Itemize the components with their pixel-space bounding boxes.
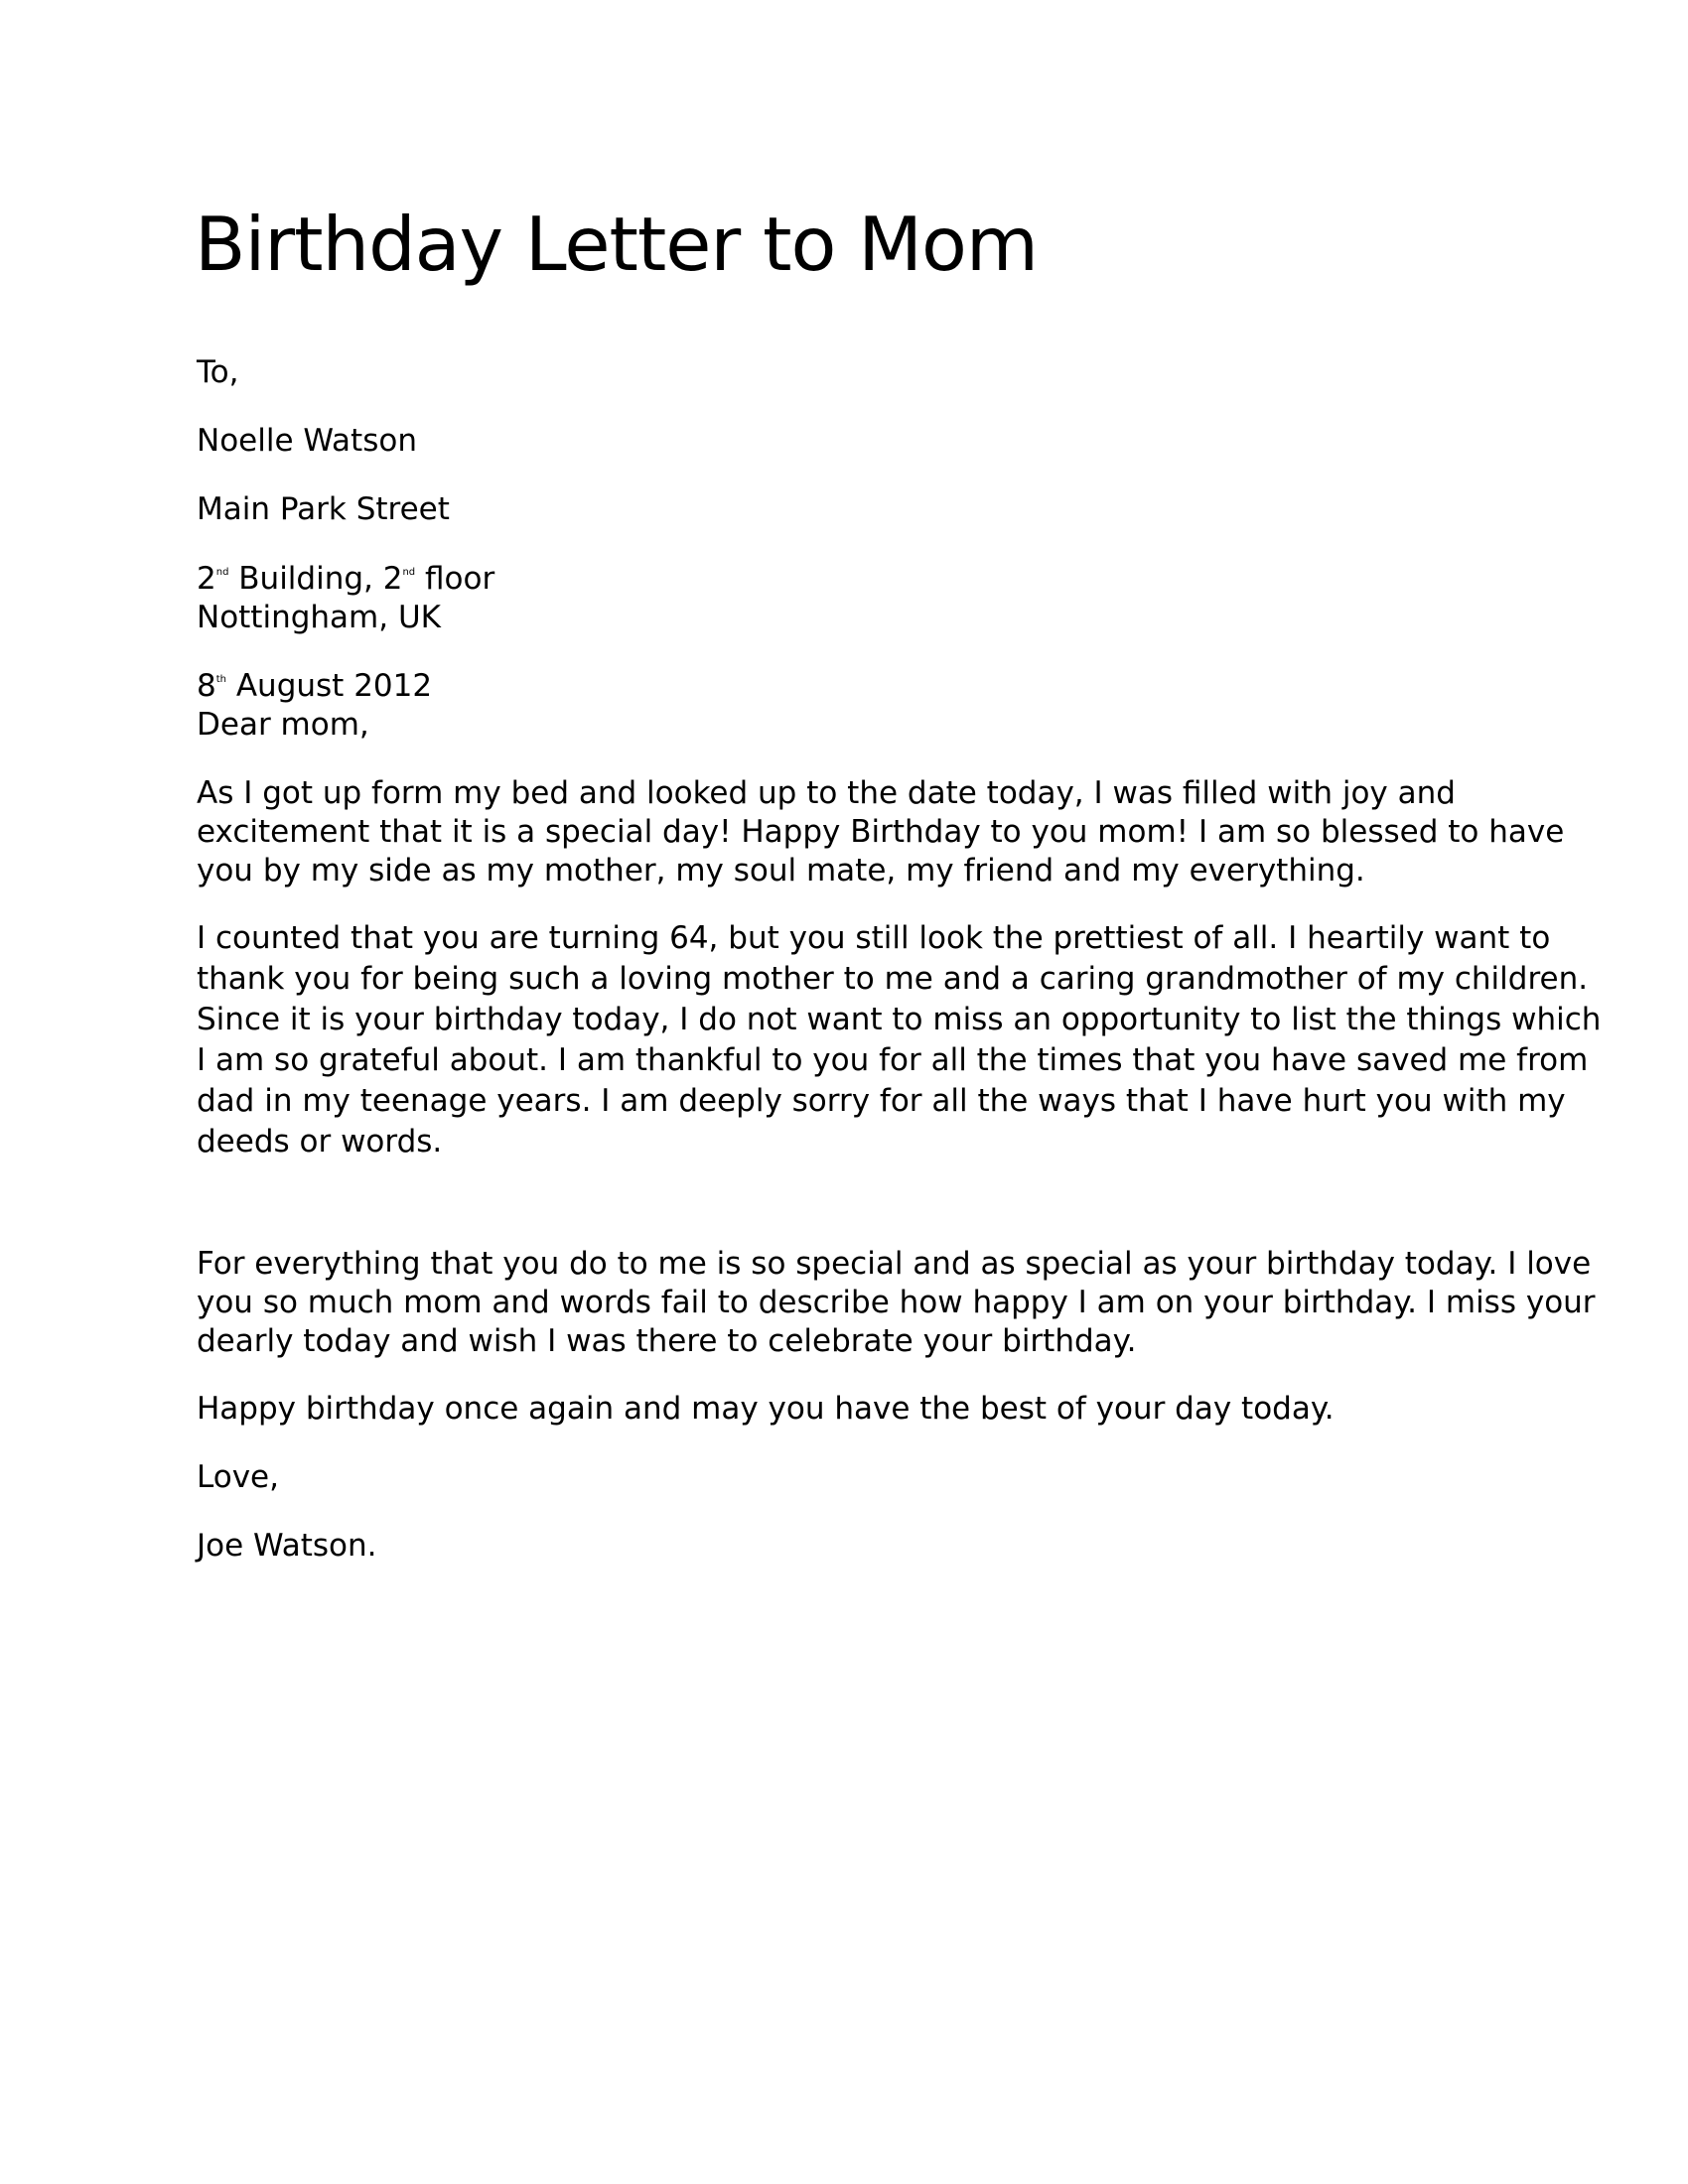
paragraph-line: As I got up form my bed and looked up to the date today, I was filled with joy and [197, 775, 1456, 811]
recipient-city: Nottingham, UK [197, 600, 441, 635]
floor-ordinal: nd [402, 567, 416, 578]
salutation-to: To, [197, 354, 239, 390]
paragraph-line: Since it is your birthday today, I do not want to miss an opportunity to list the things which [197, 1002, 1602, 1037]
greeting: Dear mom, [197, 707, 369, 743]
paragraph-line: I counted that you are turning 64, but you still look the prettiest of all. I heartily want to [197, 920, 1551, 956]
closing: Love, [197, 1459, 279, 1495]
paragraph-line: For everything that you do to me is so special and as special as your birthday today. I love [197, 1246, 1592, 1282]
floor-text: floor [415, 561, 495, 597]
paragraph-2 [197, 918, 1601, 1162]
recipient-street: Main Park Street [197, 491, 450, 527]
paragraph-line: excitement that it is a special day! Happy Birthday to you mom! I am so blessed to have [197, 814, 1565, 850]
recipient-building [197, 560, 494, 599]
paragraph-line: deeds or words. [197, 1124, 443, 1160]
building-ordinal: nd [215, 567, 229, 578]
page-title: Birthday Letter to Mom [195, 201, 1038, 288]
date-rest: August 2012 [226, 668, 433, 704]
paragraph-4: Happy birthday once again and may you have the best of your day today. [197, 1391, 1335, 1427]
paragraph-line: you so much mom and words fail to describe how happy I am on your birthday. I miss your [197, 1285, 1596, 1320]
date-ordinal: th [215, 674, 226, 685]
paragraph-line: dearly today and wish I was there to celebrate your birthday. [197, 1323, 1137, 1359]
paragraph-3 [197, 1245, 1596, 1361]
signature: Joe Watson. [197, 1528, 377, 1564]
paragraph-1 [197, 774, 1564, 890]
date-day: 8 [197, 668, 216, 704]
building-text: Building, 2 [228, 561, 403, 597]
building-number: 2 [197, 561, 216, 597]
paragraph-line: I am so grateful about. I am thankful to you for all the times that you have saved me from [197, 1042, 1589, 1078]
paragraph-line: thank you for being such a loving mother to me and a caring grandmother of my children. [197, 961, 1589, 997]
paragraph-line: dad in my teenage years. I am deeply sorry for all the ways that I have hurt you with my [197, 1083, 1566, 1119]
paragraph-line: you by my side as my mother, my soul mate, my friend and my everything. [197, 853, 1365, 888]
recipient-name: Noelle Watson [197, 423, 417, 459]
letter-date [197, 667, 432, 706]
